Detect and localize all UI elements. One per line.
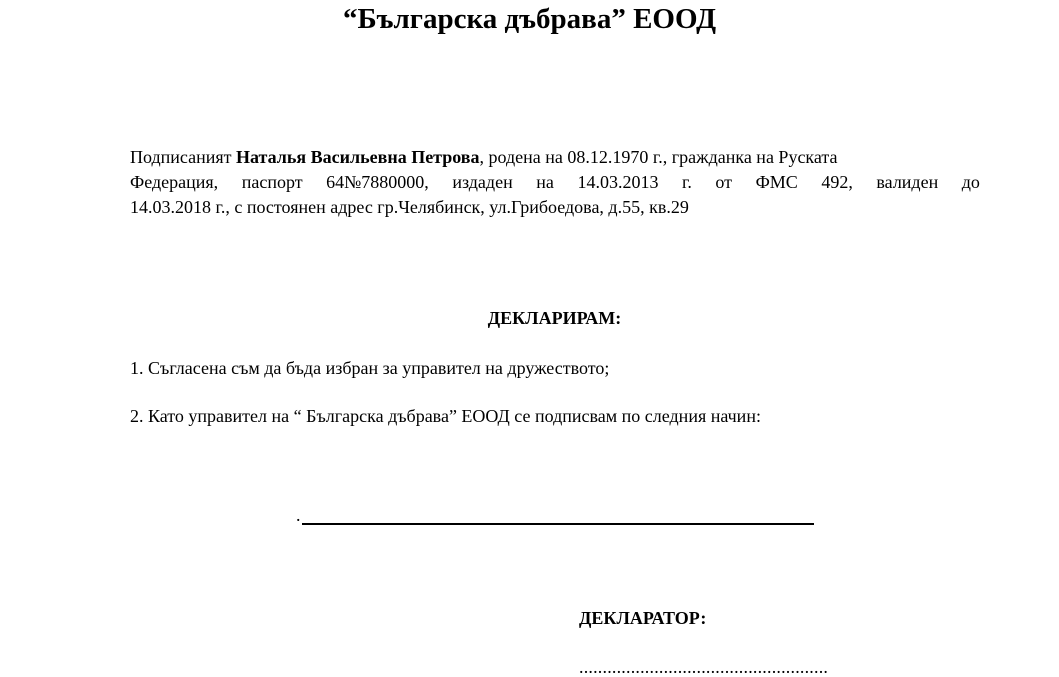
intro-line-2-word: валиден: [876, 172, 939, 192]
intro-prefix: Подписаният: [130, 147, 237, 167]
intro-line-2-word: 14.03.2013: [577, 172, 659, 192]
intro-line-2-word: 64№7880000,: [326, 172, 429, 192]
signature-line: [302, 523, 814, 525]
declarant-intro-paragraph: [130, 145, 980, 220]
declarant-signature-dots: .....................................................: [579, 657, 829, 677]
intro-line-2-word: паспорт: [241, 172, 303, 192]
intro-line-2-word: г.: [681, 172, 692, 192]
intro-line-2-word: издаден: [452, 172, 513, 192]
declaration-item-2: 2. Като управител на “ Българска дъбрава” ЕООД се подписвам по следния начин:: [130, 406, 761, 426]
signature-dot: .: [296, 505, 301, 525]
intro-line-2: [130, 170, 980, 195]
intro-line-2-word: на: [536, 172, 554, 192]
intro-line-2-word: от: [715, 172, 733, 192]
declaration-heading: [0, 306, 1059, 330]
intro-line-3: 14.03.2018 г., с постоянен адрес гр.Челябинск, ул.Грибоедова, д.55, кв.29: [130, 197, 689, 217]
declaration-item-1: 1. Съгласена съм да бъда избран за управител на дружеството;: [130, 358, 610, 378]
intro-line-2-word: ФМС: [755, 172, 798, 192]
intro-line-1: [130, 145, 980, 170]
intro-line-1-rest: , родена на 08.12.1970 г., гражданка на Руската: [479, 147, 838, 167]
document-title: “Българска дъбрава” ЕООД: [342, 3, 717, 35]
declarant-label: ДЕКЛАРАТОР:: [579, 608, 707, 628]
intro-line-2-word: 492,: [821, 172, 853, 192]
declaration-heading-text: ДЕКЛАРИРАМ:: [487, 308, 622, 328]
declarant-name: Наталья Васильевна Петрова: [236, 147, 480, 167]
intro-line-2-word: до: [961, 172, 980, 192]
intro-line-2-word: Федерация,: [130, 172, 219, 192]
